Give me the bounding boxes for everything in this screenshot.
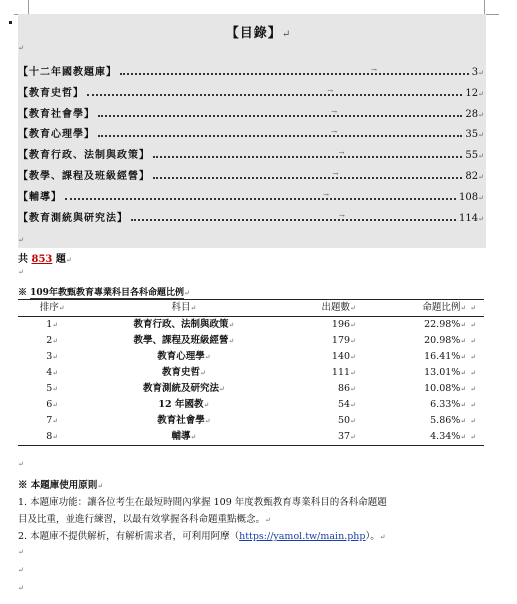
total-prefix: 共	[18, 254, 28, 265]
row-subject: 教育史哲↵	[161, 367, 206, 378]
row-ratio: 13.01%↵	[424, 367, 467, 378]
paragraph-mark-icon: ↵	[18, 44, 24, 52]
paragraph-mark-icon: ↵	[65, 256, 72, 264]
usage-item-2: 2. 本題庫不提供解析，有解析需求者，可利用阿摩（https://yamol.tw/main.php）。↵	[18, 531, 386, 542]
header-no: 排序↵	[18, 300, 86, 317]
toc-entry[interactable]	[18, 124, 484, 140]
tab-arrow-icon: →	[331, 128, 338, 137]
row-subject: 教育心理學↵	[157, 351, 211, 362]
tab-arrow-icon: →	[338, 149, 345, 158]
toc-entry[interactable]	[18, 104, 484, 120]
crop-mark-top-left	[14, 0, 29, 15]
header-ratio: 命題比例↵	[364, 300, 470, 317]
toc-entry[interactable]	[18, 187, 484, 203]
toc-entry-page: 3↵	[471, 67, 484, 78]
total-questions	[18, 250, 72, 265]
row-end-mark: ↵	[470, 300, 484, 317]
usage-title: ※ 本題庫使用原則↵	[18, 480, 104, 491]
toc-entry-label: 【十二年國教題庫】	[18, 67, 117, 78]
row-subject: 12 年國教↵	[158, 399, 210, 410]
paragraph-mark-icon: ↵	[18, 236, 24, 244]
toc-entry-label: 【輔導】	[18, 191, 62, 203]
toc-entry-label: 【教學、課程及班級經營】	[18, 171, 150, 182]
row-no: 2↵	[46, 335, 59, 346]
tab-arrow-icon: →	[371, 66, 377, 74]
total-suffix: 題	[55, 254, 66, 265]
row-count: 140↵	[331, 351, 356, 362]
toc-leader-dots	[87, 86, 462, 96]
tab-arrow-icon: →	[323, 190, 329, 199]
row-count: 179↵	[331, 335, 356, 346]
usage-item-1-line-2: 目及比重，並進行練習，以最有效掌握各科命題重點概念。↵	[18, 514, 271, 525]
crop-mark-top-right	[484, 0, 499, 15]
row-no: 4↵	[46, 367, 59, 378]
toc-leader-dots	[98, 107, 462, 117]
row-subject: 教育社會學↵	[157, 415, 211, 426]
table-row	[18, 397, 484, 413]
stats-year: 109	[30, 288, 49, 298]
toc-leader-dots	[120, 66, 469, 75]
row-count: 50↵	[337, 415, 356, 426]
tab-arrow-icon: →	[331, 107, 338, 116]
row-end-mark: ↵	[470, 401, 477, 409]
toc-entry[interactable]	[18, 166, 484, 182]
row-subject: 教學、課程及班級經營↵	[133, 335, 235, 346]
toc-leader-dots	[153, 170, 462, 179]
toc-entry-label: 【教育社會學】	[18, 108, 95, 120]
row-count: 54↵	[337, 399, 356, 410]
row-end-mark: ↵	[470, 369, 477, 377]
paragraph-mark-icon: ↵	[18, 584, 24, 592]
toc-entry-page: 12↵	[465, 87, 484, 99]
row-no: 6↵	[46, 399, 59, 410]
row-no: 5↵	[46, 383, 59, 394]
paragraph-mark-icon: ↵	[18, 268, 24, 276]
stats-header-row	[18, 300, 484, 317]
row-no: 3↵	[46, 351, 59, 362]
toc-entry[interactable]	[18, 83, 484, 99]
row-ratio: 22.98%↵	[424, 319, 467, 330]
toc-title	[0, 22, 517, 41]
toc-entry[interactable]	[18, 62, 484, 78]
toc-entry-label: 【教育行政、法制與政策】	[18, 150, 150, 162]
toc-entry[interactable]	[18, 208, 484, 224]
toc-entry-label: 【教育史哲】	[18, 87, 84, 99]
row-ratio: 20.98%↵	[424, 335, 467, 346]
usage-item-1-line-1: 1. 本題庫功能：讓各位考生在最短時間內掌握 109 年度教甄教育專業科目的各科命題題	[18, 497, 387, 508]
row-count: 86↵	[337, 383, 356, 394]
toc-entry-page: 82↵	[465, 171, 484, 182]
paragraph-mark-icon: ↵	[18, 548, 24, 556]
table-row	[18, 333, 484, 349]
header-subject: 科目↵	[86, 300, 281, 317]
row-ratio: 5.86%↵	[430, 415, 467, 426]
table-row	[18, 413, 484, 429]
row-ratio: 16.41%↵	[424, 351, 467, 362]
row-ratio: 4.34%↵	[364, 429, 470, 446]
paragraph-mark-icon: ↵	[18, 460, 24, 468]
paragraph-mark-icon: ↵	[183, 289, 190, 297]
header-count: 出題數↵	[281, 300, 364, 317]
toc-leader-dots	[65, 190, 456, 200]
table-row	[18, 317, 484, 334]
stats-section-title	[18, 285, 190, 298]
paragraph-mark-icon: ↵	[281, 29, 292, 40]
row-subject: 教育測統及研究法↵	[142, 383, 225, 394]
toc-entry-page: 114↵	[459, 212, 484, 224]
toc-leader-dots	[98, 128, 462, 137]
row-end-mark: ↵	[470, 337, 477, 345]
row-end-mark: ↵	[470, 429, 484, 446]
table-row	[18, 349, 484, 365]
toc-leader-dots	[131, 211, 456, 221]
paragraph-mark-icon: ↵	[18, 566, 24, 574]
row-end-mark: ↵	[470, 321, 477, 329]
row-end-mark: ↵	[470, 385, 477, 393]
tab-arrow-icon: →	[339, 211, 345, 220]
row-ratio: 10.08%↵	[424, 383, 467, 394]
row-count: 196↵	[331, 319, 356, 330]
table-row	[18, 429, 484, 446]
stats-table	[18, 299, 484, 446]
toc-title-text: 【目錄】	[225, 26, 282, 41]
toc-leader-dots	[153, 149, 462, 158]
tab-arrow-icon: →	[327, 86, 334, 95]
usage-title-text: ※ 本題庫使用原則	[18, 480, 98, 491]
row-no: 7↵	[46, 415, 59, 426]
row-no: 1↵	[46, 319, 59, 330]
yamol-link[interactable]: https://yamol.tw/main.php	[239, 531, 366, 542]
row-count: 111↵	[331, 367, 356, 378]
toc-entry-page: 108↵	[459, 191, 484, 203]
row-end-mark: ↵	[470, 353, 477, 361]
row-ratio: 6.33%↵	[430, 399, 467, 410]
table-row	[18, 365, 484, 381]
row-end-mark: ↵	[470, 417, 477, 425]
toc-entry-label: 【教育心理學】	[18, 129, 95, 141]
toc-entry[interactable]	[18, 145, 484, 161]
toc-entry-page: 28↵	[465, 108, 484, 120]
note-marker: ※	[18, 288, 28, 298]
row-no: 8↵	[18, 429, 86, 446]
table-row	[18, 381, 484, 397]
stats-title-text: 年教甄教育專業科目各科命題比例	[48, 288, 184, 298]
row-subject: 輔導↵	[86, 429, 281, 446]
toc-entry-page: 35↵	[465, 129, 484, 141]
total-count: 853	[31, 254, 53, 265]
toc-entry-label: 【教育測統與研究法】	[18, 212, 128, 224]
row-subject: 教育行政、法制與政策↵	[133, 319, 235, 330]
tab-arrow-icon: →	[332, 170, 339, 178]
toc-entry-page: 55↵	[465, 150, 484, 162]
row-count: 37↵	[281, 429, 364, 446]
